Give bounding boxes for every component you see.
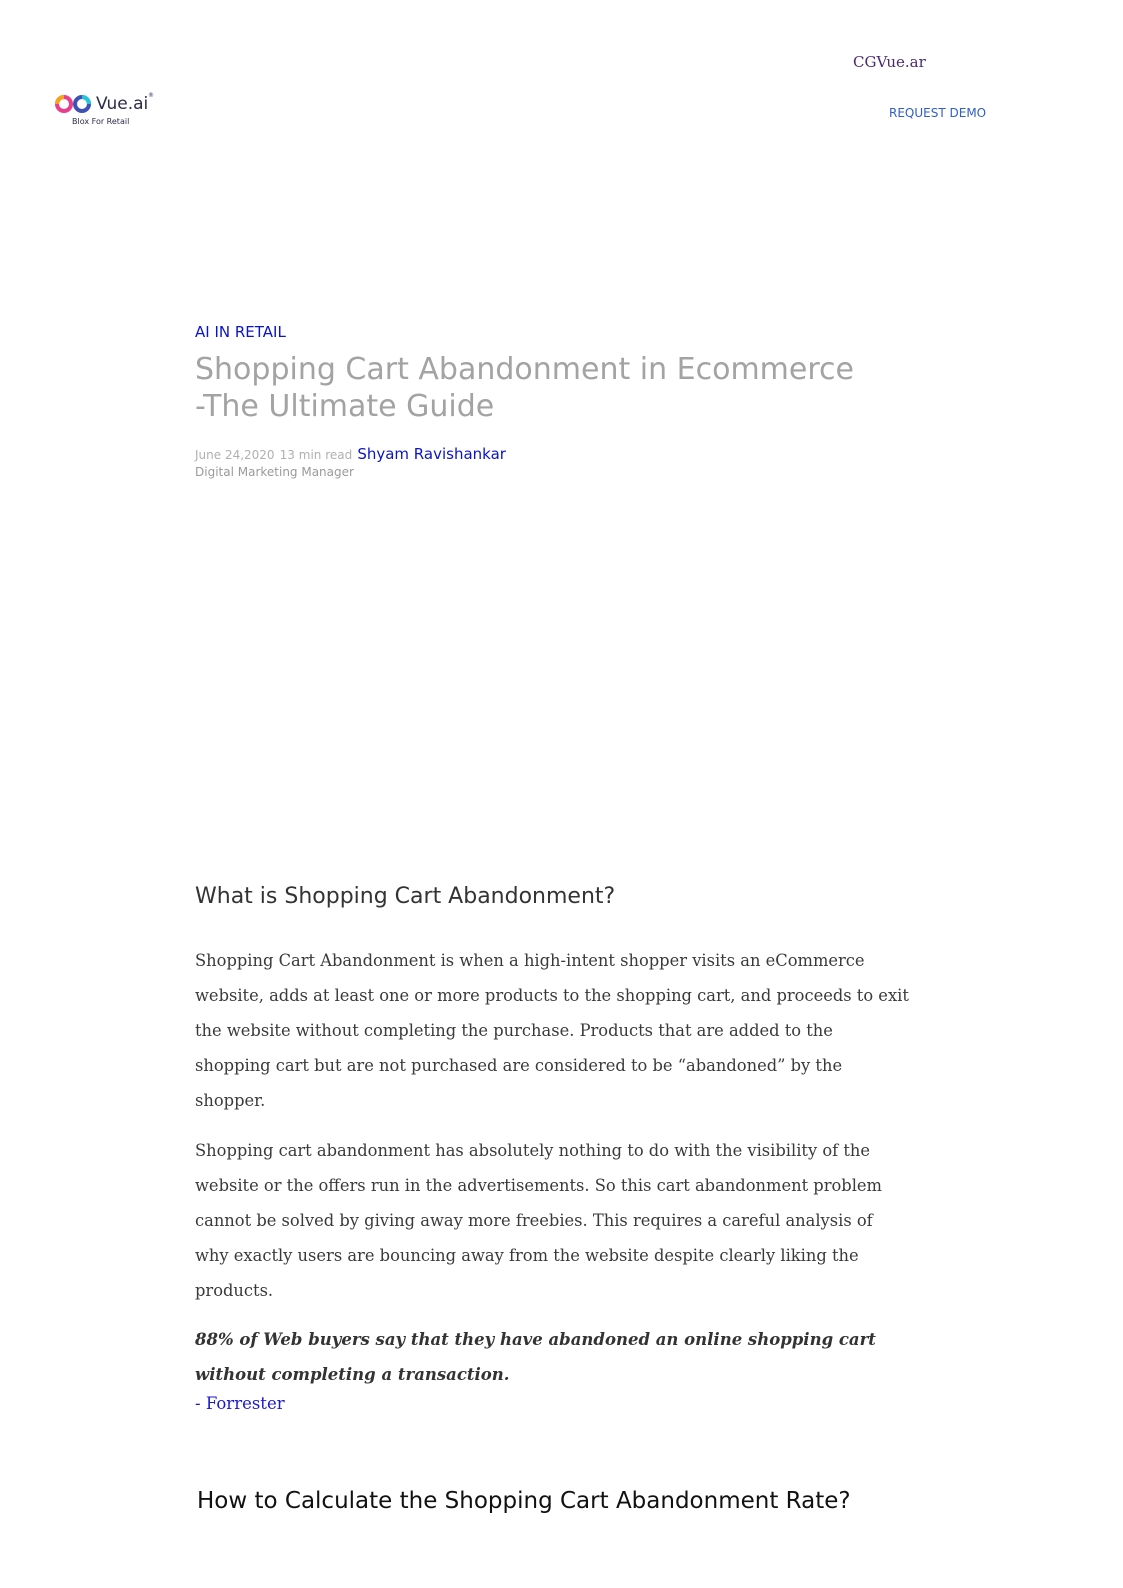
quote-source-link[interactable]: - Forrester <box>195 1394 285 1413</box>
paragraph-line: shopping cart but are not purchased are considered to be “abandoned” by the <box>195 1056 843 1075</box>
paragraph-line: shopper. <box>195 1091 266 1110</box>
paragraph-definition <box>195 943 935 1118</box>
paragraph-line: Shopping cart abandonment has absolutely nothing to do with the visibility of the <box>195 1141 870 1160</box>
vue-ai-logo[interactable] <box>53 92 173 132</box>
category-tag[interactable]: AI IN RETAIL <box>195 323 286 341</box>
request-demo-link[interactable]: REQUEST DEMO <box>889 106 987 120</box>
author-name-link[interactable]: Shyam Ravishankar <box>357 445 506 463</box>
quote-line: without completing a transaction. <box>195 1365 510 1384</box>
paragraph-line: why exactly users are bouncing away from the website despite clearly liking the <box>195 1246 859 1265</box>
paragraph-line: products. <box>195 1281 274 1300</box>
infinity-logo-icon <box>53 94 95 114</box>
paragraph-line: the website without completing the purchase. Products that are added to the <box>195 1021 833 1040</box>
paragraph-line: website, adds at least one or more products to the shopping cart, and proceeds to exit <box>195 986 909 1005</box>
logo-tagline: Blox For Retail <box>72 117 130 126</box>
paragraph-line: cannot be solved by giving away more freebies. This requires a careful analysis of <box>195 1211 873 1230</box>
section-heading-how-to-calculate: How to Calculate the Shopping Cart Abandonment Rate? <box>197 1488 851 1514</box>
author-role: Digital Marketing Manager <box>195 465 354 479</box>
section-heading-what-is: What is Shopping Cart Abandonment? <box>195 884 616 909</box>
title-line: Shopping Cart Abandonment in Ecommerce <box>195 352 854 387</box>
article-meta <box>195 444 506 463</box>
registered-mark: ® <box>148 92 154 99</box>
paragraph-line: Shopping Cart Abandonment is when a high-intent shopper visits an eCommerce <box>195 951 865 970</box>
publish-date: June 24,2020 <box>195 448 275 462</box>
brand-link[interactable]: CGVue.ar <box>853 53 926 71</box>
title-line: -The Ultimate Guide <box>195 389 495 424</box>
article-title <box>195 351 895 425</box>
read-time: 13 min read <box>279 448 353 462</box>
logo-wordmark: Vue.ai <box>96 94 149 114</box>
paragraph-analysis <box>195 1133 935 1308</box>
statistic-quote <box>195 1322 876 1392</box>
paragraph-line: website or the offers run in the advertisements. So this cart abandonment problem <box>195 1176 883 1195</box>
quote-line: 88% of Web buyers say that they have abandoned an online shopping cart <box>195 1330 876 1349</box>
